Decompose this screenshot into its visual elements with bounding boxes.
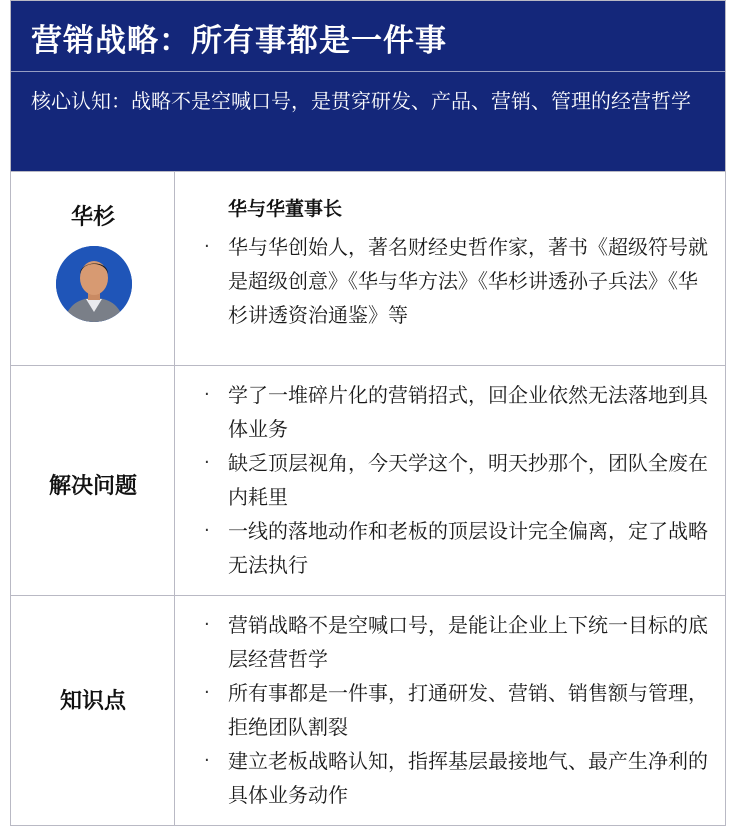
page-subtitle: 核心认知：战略不是空喊口号，是贯穿研发、产品、营销、管理的经营哲学 [31, 89, 691, 113]
bullet-icon: · [204, 682, 210, 703]
list-item [196, 446, 716, 514]
speaker-right-cell [196, 172, 716, 366]
speaker-row [11, 171, 725, 366]
bullet-icon: · [204, 236, 210, 257]
bullet-icon: · [204, 520, 210, 541]
avatar [56, 246, 132, 322]
speaker-left-cell [11, 172, 175, 366]
bullet-icon: · [204, 614, 210, 635]
bullet-icon: · [204, 750, 210, 771]
list-item [196, 378, 716, 446]
knowledge-text: 营销战略不是空喊口号，是能让企业上下统一目标的底层经营哲学 [228, 613, 708, 671]
knowledge-row [11, 595, 725, 826]
list-item [196, 608, 716, 676]
bullet-icon: · [204, 384, 210, 405]
problem-text: 学了一堆碎片化的营销招式，回企业依然无法落地到具体业务 [228, 383, 708, 441]
problems-label: 解决问题 [48, 474, 137, 499]
avatar-portrait-icon [56, 246, 132, 322]
knowledge-left-cell [11, 596, 175, 826]
list-item [196, 230, 716, 332]
problem-text: 缺乏顶层视角，今天学这个，明天抄那个，团队全废在内耗里 [228, 451, 708, 509]
list-item [196, 514, 716, 582]
speaker-role: 华与华董事长 [228, 198, 343, 220]
card-header [11, 1, 725, 171]
course-card [10, 0, 726, 826]
bio-text: 华与华创始人，著名财经史哲作家，著书《超级符号就是超级创意》《华与华方法》《华杉讲透孙子兵法》《华杉讲透资治通鉴》等 [228, 235, 708, 327]
knowledge-label: 知识点 [59, 689, 126, 714]
knowledge-right-cell [196, 596, 716, 826]
problems-list [196, 378, 716, 582]
list-item [196, 676, 716, 744]
header-divider [11, 71, 725, 72]
knowledge-text: 所有事都是一件事，打通研发、营销、销售额与管理，拒绝团队割裂 [228, 681, 708, 739]
speaker-name: 华杉 [70, 205, 115, 230]
speaker-bio-list [196, 230, 716, 332]
knowledge-text: 建立老板战略认知，指挥基层最接地气、最产生净利的具体业务动作 [228, 749, 708, 807]
bullet-icon: · [204, 452, 210, 473]
problem-text: 一线的落地动作和老板的顶层设计完全偏离，定了战略无法执行 [228, 519, 708, 577]
list-item [196, 744, 716, 812]
problems-left-cell [11, 366, 175, 596]
problems-row [11, 365, 725, 596]
problems-right-cell [196, 366, 716, 596]
knowledge-list [196, 608, 716, 812]
page-title: 营销战略：所有事都是一件事 [31, 23, 447, 59]
